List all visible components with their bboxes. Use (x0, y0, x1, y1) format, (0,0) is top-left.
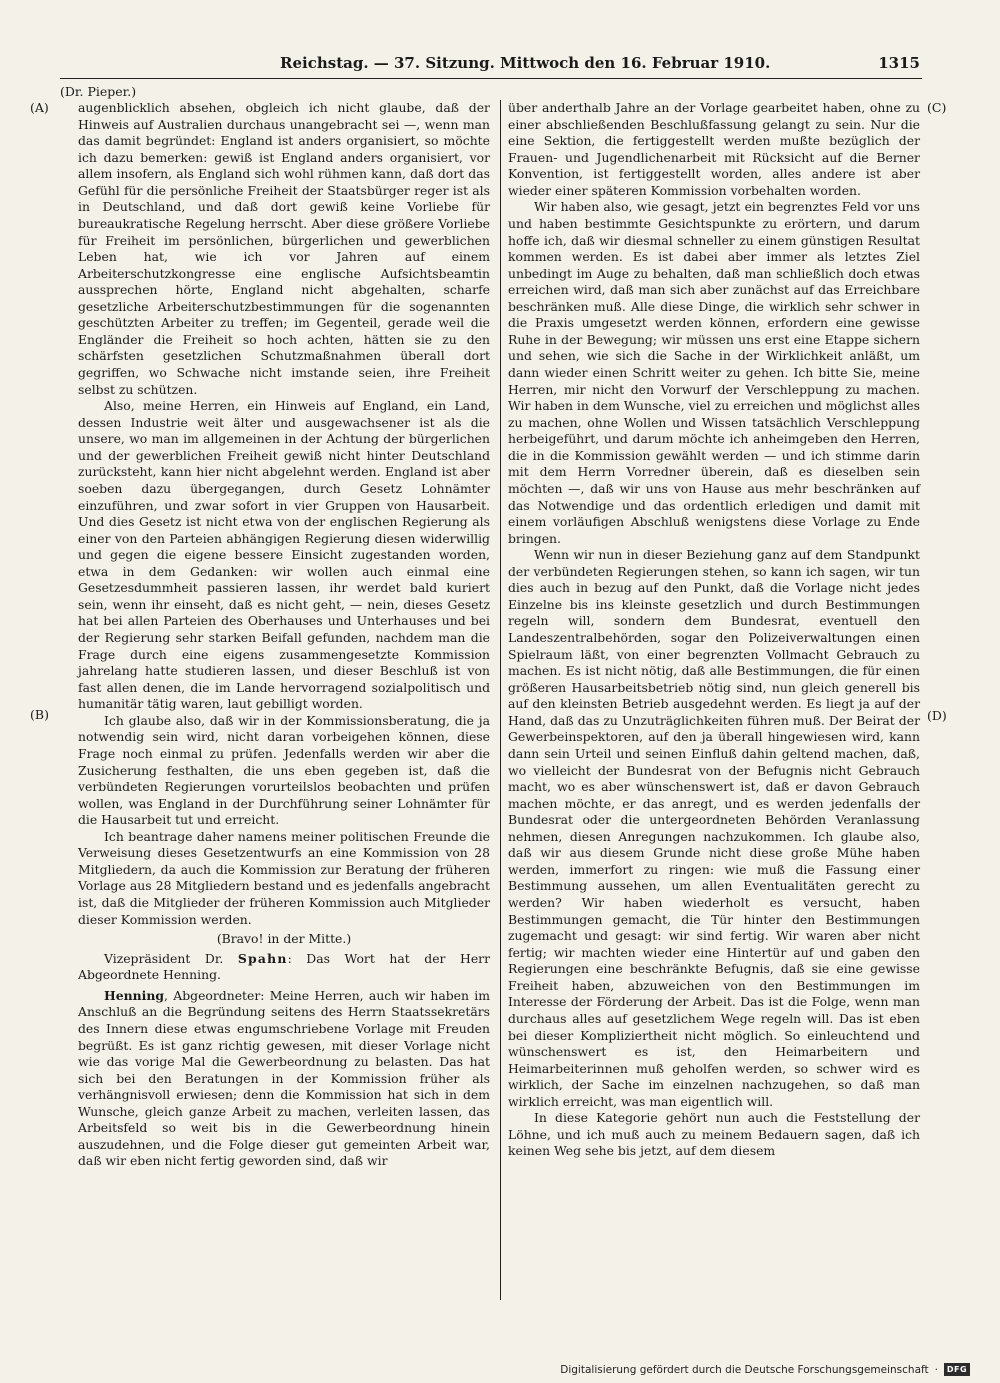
right-paragraph-2: Wir haben also, wie gesagt, jetzt ein begrenztes Feld vor uns und haben bestimmte Gesichtspunkte zu erörtern, und darum hoffe ich, daß wir diesmal schneller zu einem günstigen Resultat kommen werden. Es ist dabei aber immer als letztes Ziel unbedingt im Auge zu behalten, daß man schließlich doch etwas erreichen wird, daß man sich aber zunächst auf das Erreichbare beschränken muß. Alle diese Dinge, die wirklich sehr schwer in die Praxis umgesetzt werden können, erfordern eine gewisse Ruhe in der Bewegung; wir müssen uns erst eine Etappe sichern und sehen, wie sich die Sache in der Wirklichkeit anläßt, um dann wieder einen Schritt weiter zu gehen. Ich bitte Sie, meine Herren, mir nicht den Vorwurf der Verschleppung zu machen. Wir haben in dem Wunsche, viel zu erreichen und möglichst alles zu machen, ohne Wollen und Wissen tatsächlich Verschleppung herbeigeführt, und darum möchte ich anheimgeben den Herren, die in die Kommission gewählt werden — und ich stimme darin mit dem Herrn Vorredner überein, daß es dieselben sein möchten —, daß wir uns von Hause aus mehr beschränken auf das Notwendige und das ordentlich erledigen und damit mit einem vorläufigen Abschluß wenigstens diese Vorlage zu Ende bringen. (508, 199, 920, 546)
page-number: 1315 (878, 54, 920, 72)
henning-speech (78, 988, 490, 1170)
dfg-logo-icon: DFG (944, 1363, 970, 1376)
page-header (60, 54, 922, 78)
margin-marker-c: (C) (927, 100, 947, 115)
vp-text: : Das Wort hat der Herr Abgeordnete Henning. (78, 950, 491, 983)
column-divider (500, 100, 501, 1300)
right-paragraph-4: In diese Kategorie gehört nun auch die Feststellung der Löhne, und ich muß auch zu meinem Bedauern sagen, daß ich keinen Weg sehe bis jetzt, auf dem diesem (508, 1110, 920, 1159)
footer-credit: Digitalisierung gefördert durch die Deutsche Forschungsgemeinschaft (560, 1363, 929, 1376)
digitization-footer: Digitalisierung gefördert durch die Deutsche Forschungsgemeinschaft · DFG (560, 1363, 970, 1376)
right-column (508, 100, 920, 1160)
header-title: Reichstag. — 37. Sitzung. Mittwoch den 16. Februar 1910. (280, 54, 771, 72)
right-paragraph-3: Wenn wir nun in dieser Beziehung ganz auf dem Standpunkt der verbündeten Regierungen stehen, so kann ich sagen, wir tun dies auch in bezug auf den Punkt, daß die Vorlage nicht jedes Einzelne bis ins kleinste gesetzlich und durch Bestimmungen regeln will, sondern dem Bundesrat, eventuell den Landeszentralbehörden, sogar den Polizeiverwaltungen einen Spielraum läßt, von einer begrenzten Vollmacht Gebrauch zu machen. Es ist nicht nötig, daß alle Bestimmungen, die für einen größeren Hausarbeitsbetrieb nötig sind, nun gleich generell bis auf den kleinsten Betrieb ausgedehnt werden. Es liegt ja auf der Hand, daß das zu Unzuträglichkeiten führen muß. Der Beirat der Gewerbeinspektoren, auf den ja überall hingewiesen wird, kann dann sein Urteil und seinen Einfluß dahin geltend machen, daß, wo vielleicht der Bundesrat von der Befugnis nicht Gebrauch macht, wo es aber wünschenswert ist, daß er davon Gebrauch machen möchte, er das anregt, und es werden jedenfalls der Bundesrat oder die untergeordneten Behörden Veranlassung nehmen, diesen Anregungen nachzukommen. Ich glaube also, daß wir aus diesem Grunde nicht diese große Mühe haben werden, immerfort zu ringen: wie muß die Fassung einer Bestimmung aussehen, um allen Eventualitäten gerecht zu werden? Wir haben wiederholt es versucht, haben Bestimmungen gemacht, die Tür hinter den Bestimmungen zugemacht und gesagt: wir sind fertig. Wir waren aber nicht fertig; wir machten wieder eine Hintertür auf und gaben den Regierungen eine beschränkte Befugnis, daß sie eine gewisse Freiheit haben, abzuweichen von den Bestimmungen im Interesse der Förderung der Arbeit. Das ist die Folge, wenn man durchaus alles auf gesetzlichem Wege regeln will. Das ist eben bei dieser Kompliziertheit nicht möglich. So einleuchtend und wünschenswert es ist, den Heimarbeitern und Heimarbeiterinnen muß geholfen werden, so schwer wird es wirklich, der Sache im einzelnen nachzugehen, so daß man wirklich erreicht, was man eigentlich will. (508, 547, 920, 1109)
header-rule (60, 78, 922, 79)
left-paragraph-1: augenblicklich absehen, obgleich ich nicht glaube, daß der Hinweis auf Australien durchaus unangebracht sei —, wenn man das damit begründet: England ist anders organisiert, so möchte ich dazu bemerken: gewiß ist England anders organisiert, vor allem insofern, als England sich wohl rühmen kann, daß dort das Gefühl für die persönliche Freiheit der Staatsbürger reger ist als in Deutschland, und daß dort gewiß keine Vorliebe für bureaukratische Regelung herrscht. Aber diese größere Vorliebe für Freiheit im persönlichen, bürgerlichen und gewerblichen Leben hat, wie ich vor Jahren auf einem Arbeiterschutzkongresse eine englische Aufsichtsbeamtin aussprechen hörte, England nicht abgehalten, scharfe gesetzliche Arbeiterschutzbestimmungen für die sogenannten geschützten Arbeiter zu treffen; im Gegenteil, gerade weil die Engländer die Freiheit so hoch achten, hätten sie zu den schärfsten gesetzlichen Schutzmaßnahmen überall dort gegriffen, wo Schwache nicht imstande seien, ihre Freiheit selbst zu schützen. (78, 100, 490, 397)
speaker-label: (Dr. Pieper.) (60, 84, 137, 99)
margin-marker-b: (B) (30, 707, 49, 722)
vp-role: Vizepräsident Dr. (104, 950, 238, 966)
margin-marker-a: (A) (30, 100, 49, 115)
left-paragraph-3: Ich glaube also, daß wir in der Kommissionsberatung, die ja notwendig sein wird, nicht daran vorbeigehen können, diese Frage noch einmal zu prüfen. Jedenfalls werden wir aber die Zusicherung festhalten, die uns eben gegeben ist, daß die verbündeten Regierungen vorurteilslos beobachten und prüfen wollen, was England in der Durchführung seiner Lohnämter für die Hausarbeit tut und erreicht. (78, 712, 490, 828)
vice-president-statement (78, 951, 490, 984)
left-paragraph-2: Also, meine Herren, ein Hinweis auf England, ein Land, dessen Industrie weit älter und ausgewachsener ist als die unsere, wo man im allgemeinen in der Achtung der bürgerlichen und der gewerblichen Freiheit gewiß nicht hinter Deutschland zurücksteht, kann hier nicht abgelehnt werden. England ist aber soeben dazu übergegangen, durch Gesetz Lohnämter einzuführen, und zwar sofort in vier Gruppen von Hausarbeit. Und dies Gesetz ist nicht etwa von der englischen Regierung als einer von den Parteien abhängigen Regierung diesen widerwillig und gegen die eigene bessere Einsicht zugestanden worden, etwa in dem Gedanken: wir wollen auch einmal eine Gesetzesdummheit passieren lassen, ihr werdet bald kuriert sein, wenn ihr einseht, daß es nicht geht, — nein, dieses Gesetz hat bei allen Parteien des Oberhauses und Unterhauses und bei der Regierung sehr starken Beifall gefunden, nachdem man die Frage durch eine eigens zusammengesetzte Kommission jahrelang hatte studieren lassen, und dieser Beschluß ist von fast allen denen, die im Lande hervorragend sozialpolitisch und humanitär tätig waren, laut gebilligt worden. (78, 398, 490, 712)
right-paragraph-1: über anderthalb Jahre an der Vorlage gearbeitet haben, ohne zu einer abschließenden Beschlußfassung gelangt zu sein. Nur die eine Sektion, die fertiggestellt werden mußte bezüglich der Frauen- und Jugendlichenarbeit mit Rücksicht auf die Berner Konvention, ist fertiggestellt worden, alles andere ist aber wieder einer späteren Kommission vorbehalten worden. (508, 100, 920, 198)
applause-note: (Bravo! in der Mitte.) (216, 931, 352, 947)
vp-name: Spahn (237, 950, 288, 966)
left-paragraph-4: Ich beantrage daher namens meiner politischen Freunde die Verweisung dieses Gesetzentwurfs an eine Kommission von 28 Mitgliedern, da auch die Kommission zur Beratung der früheren Vorlage aus 28 Mitgliedern bestand und es jedenfalls angebracht ist, daß die Mitglieder der früheren Kommission auch Mitglieder dieser Kommission werden. (78, 828, 490, 927)
margin-marker-d: (D) (927, 708, 947, 723)
henning-text: , Abgeordneter: Meine Herren, auch wir haben im Anschluß an die Begründung seitens des Herrn Staatssekretärs des Innern diese etwas engumschriebene Vorlage mit Freuden begrüßt. Es ist ganz richtig gewesen, mit dieser Vorlage nicht wie das vorige Mal die Gewerbeordnung zu belasten. Das hat sich bei den Beratungen in der Kommission früher als verhängnisvoll erwiesen; denn die Kommission hat sich in dem Wunsche, gleich ganze Arbeit zu machen, verleiten lassen, das Arbeitsfeld so weit bis in die Gewerbeordnung hinein auszudehnen, und die Folge dieser gut gemeinten Arbeit war, daß wir eben nicht fertig geworden sind, daß wir (78, 987, 490, 1169)
left-column (78, 100, 490, 1170)
speaker-henning: Henning (104, 987, 164, 1003)
